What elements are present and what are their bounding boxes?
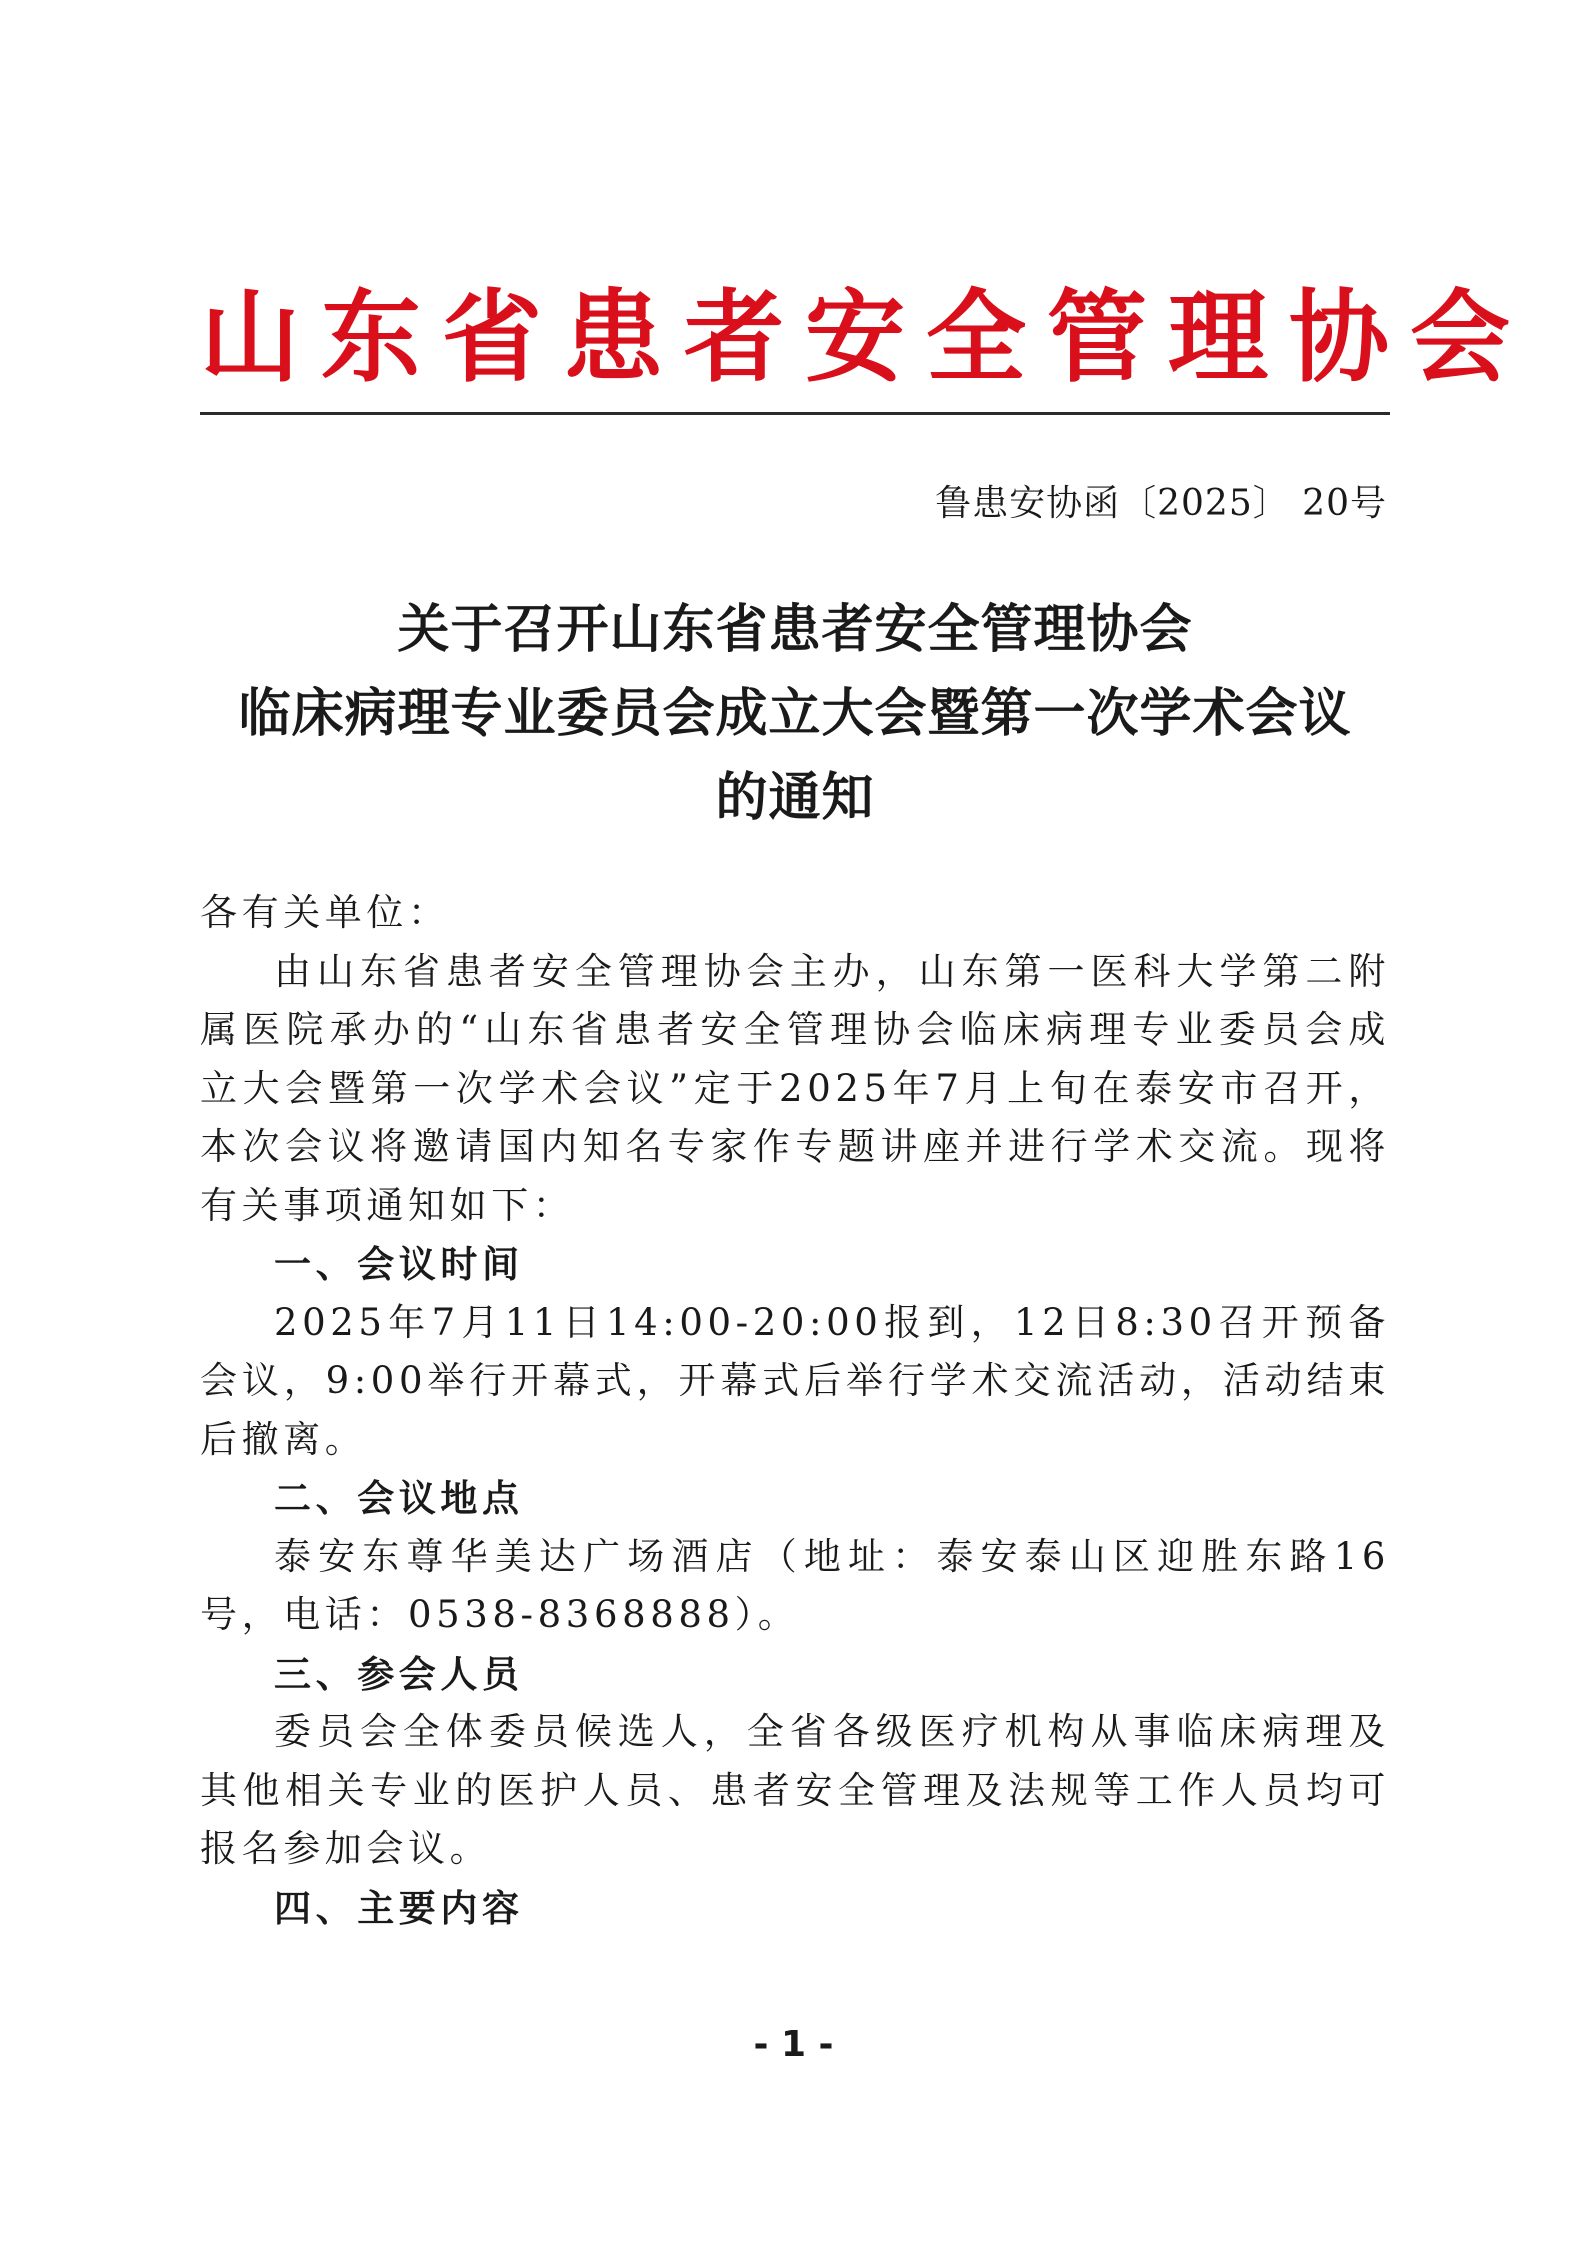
intro-line-1: 由山东省患者安全管理协会主办，山东第一医科大学第二附 <box>274 949 1390 993</box>
section-heading-time: 一、会议时间 <box>274 1242 524 1286</box>
section-heading-attendees: 三、参会人员 <box>274 1651 524 1696</box>
intro-line-4: 本次会议将邀请国内知名专家作专题讲座并进行学术交流。现将 <box>200 1125 1390 1168</box>
section-heading-venue: 二、会议地点 <box>274 1476 524 1520</box>
intro-paragraph <box>200 943 1390 1236</box>
notice-title-line-3: 的通知 <box>715 768 875 828</box>
time-line-2: 会议，9:00举行开幕式，开幕式后举行学术交流活动，活动结束 <box>200 1359 1390 1402</box>
section-body-attendees <box>200 1703 1390 1879</box>
intro-line-2: 属医院承办的“山东省患者安全管理协会临床病理专业委员会成 <box>200 1008 1390 1051</box>
venue-line-2: 号，电话：0538-8368888）。 <box>200 1593 800 1636</box>
attendees-line-1: 委员会全体委员候选人，全省各级医疗机构从事临床病理及 <box>274 1710 1390 1753</box>
intro-line-3: 立大会暨第一次学术会议”定于2025年7月上旬在泰安市召开， <box>200 1066 1390 1110</box>
document-number: 鲁患安协函〔2025〕 20号 <box>935 483 1387 524</box>
time-line-3: 后撤离。 <box>200 1417 367 1461</box>
letterhead-divider <box>200 412 1390 415</box>
salutation: 各有关单位： <box>200 891 450 934</box>
page-number: - 1 - <box>753 2024 834 2065</box>
notice-body <box>200 884 1390 1937</box>
attendees-line-3: 报名参加会议。 <box>200 1827 492 1870</box>
notice-title <box>180 588 1410 840</box>
section-heading-content: 四、主要内容 <box>274 1885 524 1930</box>
time-line-1: 2025年7月11日14:00-20:00报到，12日8:30召开预备 <box>274 1300 1390 1344</box>
venue-line-1: 泰安东尊华美达广场酒店（地址：泰安泰山区迎胜东路16 <box>274 1534 1390 1578</box>
section-body-venue <box>200 1528 1390 1645</box>
attendees-line-2: 其他相关专业的医护人员、患者安全管理及法规等工作人员均可 <box>200 1768 1390 1812</box>
section-body-time <box>200 1294 1390 1470</box>
intro-line-5: 有关事项通知如下： <box>200 1183 575 1227</box>
organization-letterhead: 山东省患者安全管理协会 <box>200 278 1531 396</box>
notice-title-line-1: 关于召开山东省患者安全管理协会 <box>397 600 1193 660</box>
notice-title-line-2: 临床病理专业委员会成立大会暨第一次学术会议 <box>238 684 1352 744</box>
